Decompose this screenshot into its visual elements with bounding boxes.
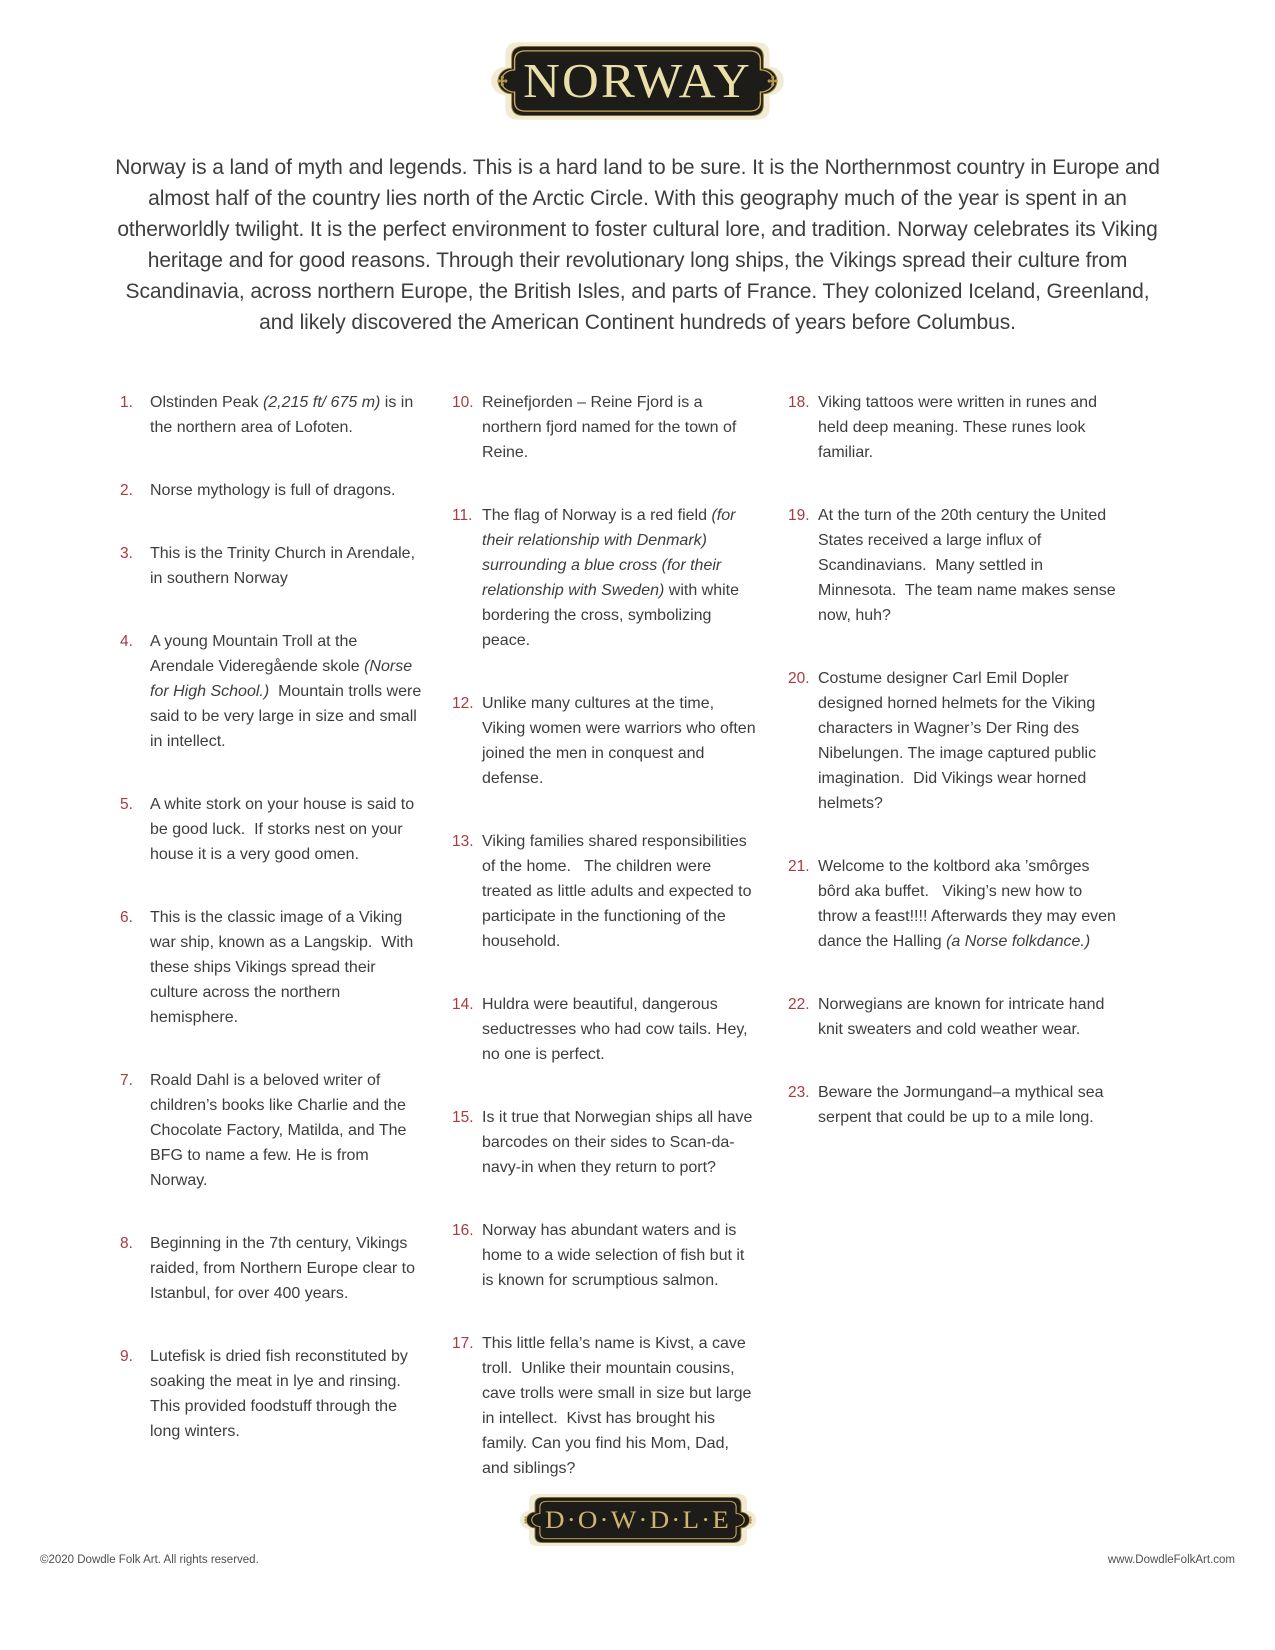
fact-number: 9. — [120, 1348, 133, 1365]
fact-text: This is the classic image of a Viking war ship, known as a Langskip. With these ships Vikings spread their culture across the northern hemisphere. — [150, 909, 418, 1026]
fact-item — [120, 390, 428, 440]
fact-number: 23. — [788, 1084, 810, 1101]
fact-item — [452, 1105, 760, 1180]
fact-text: This little fella’s name is Kivst, a cave troll. Unlike their mountain cousins, cave trolls were small in size but large in intellect. Kivst has brought his family. Can you find his Mom, Dad, and siblings? — [482, 1335, 756, 1477]
fact-text: Is it true that Norwegian ships all have barcodes on their sides to Scan-da-navy-in when they return to port? — [482, 1109, 757, 1176]
facts-column-1 — [120, 390, 452, 1519]
intro-paragraph: Norway is a land of myth and legends. This is a hard land to be sure. It is the Northernmost country in Europe and almost half of the country lies north of the Arctic Circle. With this geography much of the year is spent in an otherworldly twilight. It is the perfect environment to foster cultural lore, and tradition. Norway celebrates its Viking heritage and for good reasons. Through their revolutionary long ships, the Vikings spread their culture from Scandinavia, across northern Europe, the British Isles, and parts of France. They colonized Iceland, Greenland, and likely discovered the American Continent hundreds of years before Columbus. — [115, 156, 1160, 334]
fact-item — [120, 792, 428, 867]
fact-text: Beginning in the 7th century, Vikings raided, from Northern Europe clear to Istanbul, for over 400 years. — [150, 1235, 420, 1302]
fact-text: A white stork on your house is said to be good luck. If storks nest on your house it is a very good omen. — [150, 796, 419, 863]
fact-number: 8. — [120, 1235, 133, 1252]
fact-item — [120, 905, 428, 1030]
fact-number: 6. — [120, 909, 133, 926]
plaque-ornament-left-icon — [524, 1516, 527, 1523]
fact-text: The flag of Norway is a red field (for their relationship with Denmark) surrounding a blue cross (for their relationship with Sweden) with white bordering the cross, symbolizing peace. — [482, 507, 744, 649]
norway-logo-text: NORWAY — [523, 54, 752, 109]
fact-text: Roald Dahl is a beloved writer of children’s books like Charlie and the Chocolate Factory, Matilda, and The BFG to name a few. He is from Norway. — [150, 1072, 411, 1189]
fact-text: Lutefisk is dried fish reconstituted by soaking the meat in lye and rinsing. This provided foodstuff through the long winters. — [150, 1348, 413, 1440]
fact-item — [120, 541, 428, 591]
fact-number: 13. — [452, 833, 474, 850]
fact-number: 11. — [452, 507, 473, 524]
fact-text: Norse mythology is full of dragons. — [150, 482, 396, 499]
fact-item — [452, 992, 760, 1067]
fact-number: 14. — [452, 996, 474, 1013]
fact-number: 17. — [452, 1335, 474, 1352]
fact-text: Viking tattoos were written in runes and held deep meaning. These runes look familiar. — [818, 394, 1102, 461]
fact-item — [788, 854, 1121, 954]
fact-text: Viking families shared responsibilities of the home. The children were treated as little adults and expected to participate in the functioning of the household. — [482, 833, 756, 950]
fact-item — [452, 1218, 760, 1293]
fact-number: 7. — [120, 1072, 133, 1089]
copyright-text: ©2020 Dowdle Folk Art. All rights reserved. — [40, 1554, 259, 1566]
norway-plaque-logo — [485, 40, 790, 124]
fact-number: 16. — [452, 1222, 474, 1239]
facts-columns — [0, 390, 1275, 1519]
fact-item — [788, 1080, 1118, 1130]
fact-item — [788, 390, 1118, 465]
fact-text: Beware the Jormungand–a mythical sea serpent that could be up to a mile long. — [818, 1084, 1108, 1126]
fact-text: Reinefjorden – Reine Fjord is a northern fjord named for the town of Reine. — [482, 394, 741, 461]
fact-text: Welcome to the koltbord aka ’smôrges bôrd aka buffet. Viking’s new how to throw a feast!!!! Afterwards they may even dance the Halling (a Norse folkdance.) — [818, 858, 1121, 950]
fact-item — [452, 829, 760, 954]
facts-column-2 — [452, 390, 788, 1519]
fact-item — [120, 478, 428, 503]
fact-number: 22. — [788, 996, 810, 1013]
fact-number: 1. — [120, 394, 133, 411]
fact-number: 4. — [120, 633, 133, 650]
fact-number: 5. — [120, 796, 133, 813]
fact-text: Olstinden Peak (2,215 ft/ 675 m) is in the northern area of Lofoten. — [150, 394, 418, 436]
fact-number: 10. — [452, 394, 474, 411]
fact-number: 18. — [788, 394, 810, 411]
dowdle-plaque-logo — [513, 1491, 763, 1549]
fact-item — [120, 1068, 428, 1193]
dowdle-logo-text: D·O·W·D·L·E — [544, 1507, 731, 1534]
fact-number: 12. — [452, 695, 474, 712]
fact-text: At the turn of the 20th century the United States received a large influx of Scandinavians. Many settled in Minnesota. The team name makes sense now, huh? — [818, 507, 1121, 624]
fact-item — [452, 390, 760, 465]
fact-text: A young Mountain Troll at the Arendale Videregående skole (Norse for High School.) Mountain trolls were said to be very large in size and small in intellect. — [150, 633, 426, 750]
fact-item — [452, 691, 760, 791]
fact-item — [788, 666, 1118, 816]
fact-item — [788, 992, 1118, 1042]
fact-number: 19. — [788, 507, 810, 524]
fact-item — [120, 1344, 428, 1444]
fact-number: 3. — [120, 545, 133, 562]
fact-text: Unlike many cultures at the time, Viking women were warriors who often joined the men in conquest and defense. — [482, 695, 761, 787]
fact-text: Norwegians are known for intricate hand knit sweaters and cold weather wear. — [818, 996, 1109, 1038]
fact-text: This is the Trinity Church in Arendale, in southern Norway — [150, 545, 420, 587]
fact-item — [120, 629, 428, 754]
fact-number: 2. — [120, 482, 133, 499]
facts-column-3 — [788, 390, 1121, 1519]
fact-item — [788, 503, 1121, 628]
fact-item — [120, 1231, 428, 1306]
fact-text: Costume designer Carl Emil Dopler designed horned helmets for the Viking characters in Wagner’s Der Ring des Nibelungen. The image captured public imagination. Did Vikings wear horned helmets? — [818, 670, 1101, 812]
fact-item — [452, 503, 760, 653]
fact-number: 20. — [788, 670, 810, 687]
fact-item — [452, 1331, 760, 1481]
fact-text: Norway has abundant waters and is home to a wide selection of fish but it is known for scrumptious salmon. — [482, 1222, 749, 1289]
fact-text: Huldra were beautiful, dangerous seductresses who had cow tails. Hey, no one is perfect. — [482, 996, 753, 1063]
fact-number: 21. — [788, 858, 810, 875]
norway-logo-wrap — [0, 0, 1275, 124]
plaque-ornament-right-icon — [749, 1516, 752, 1523]
dowdle-logo-wrap — [513, 1491, 763, 1554]
fact-number: 15. — [452, 1109, 474, 1126]
website-url: www.DowdleFolkArt.com — [1107, 1554, 1235, 1566]
